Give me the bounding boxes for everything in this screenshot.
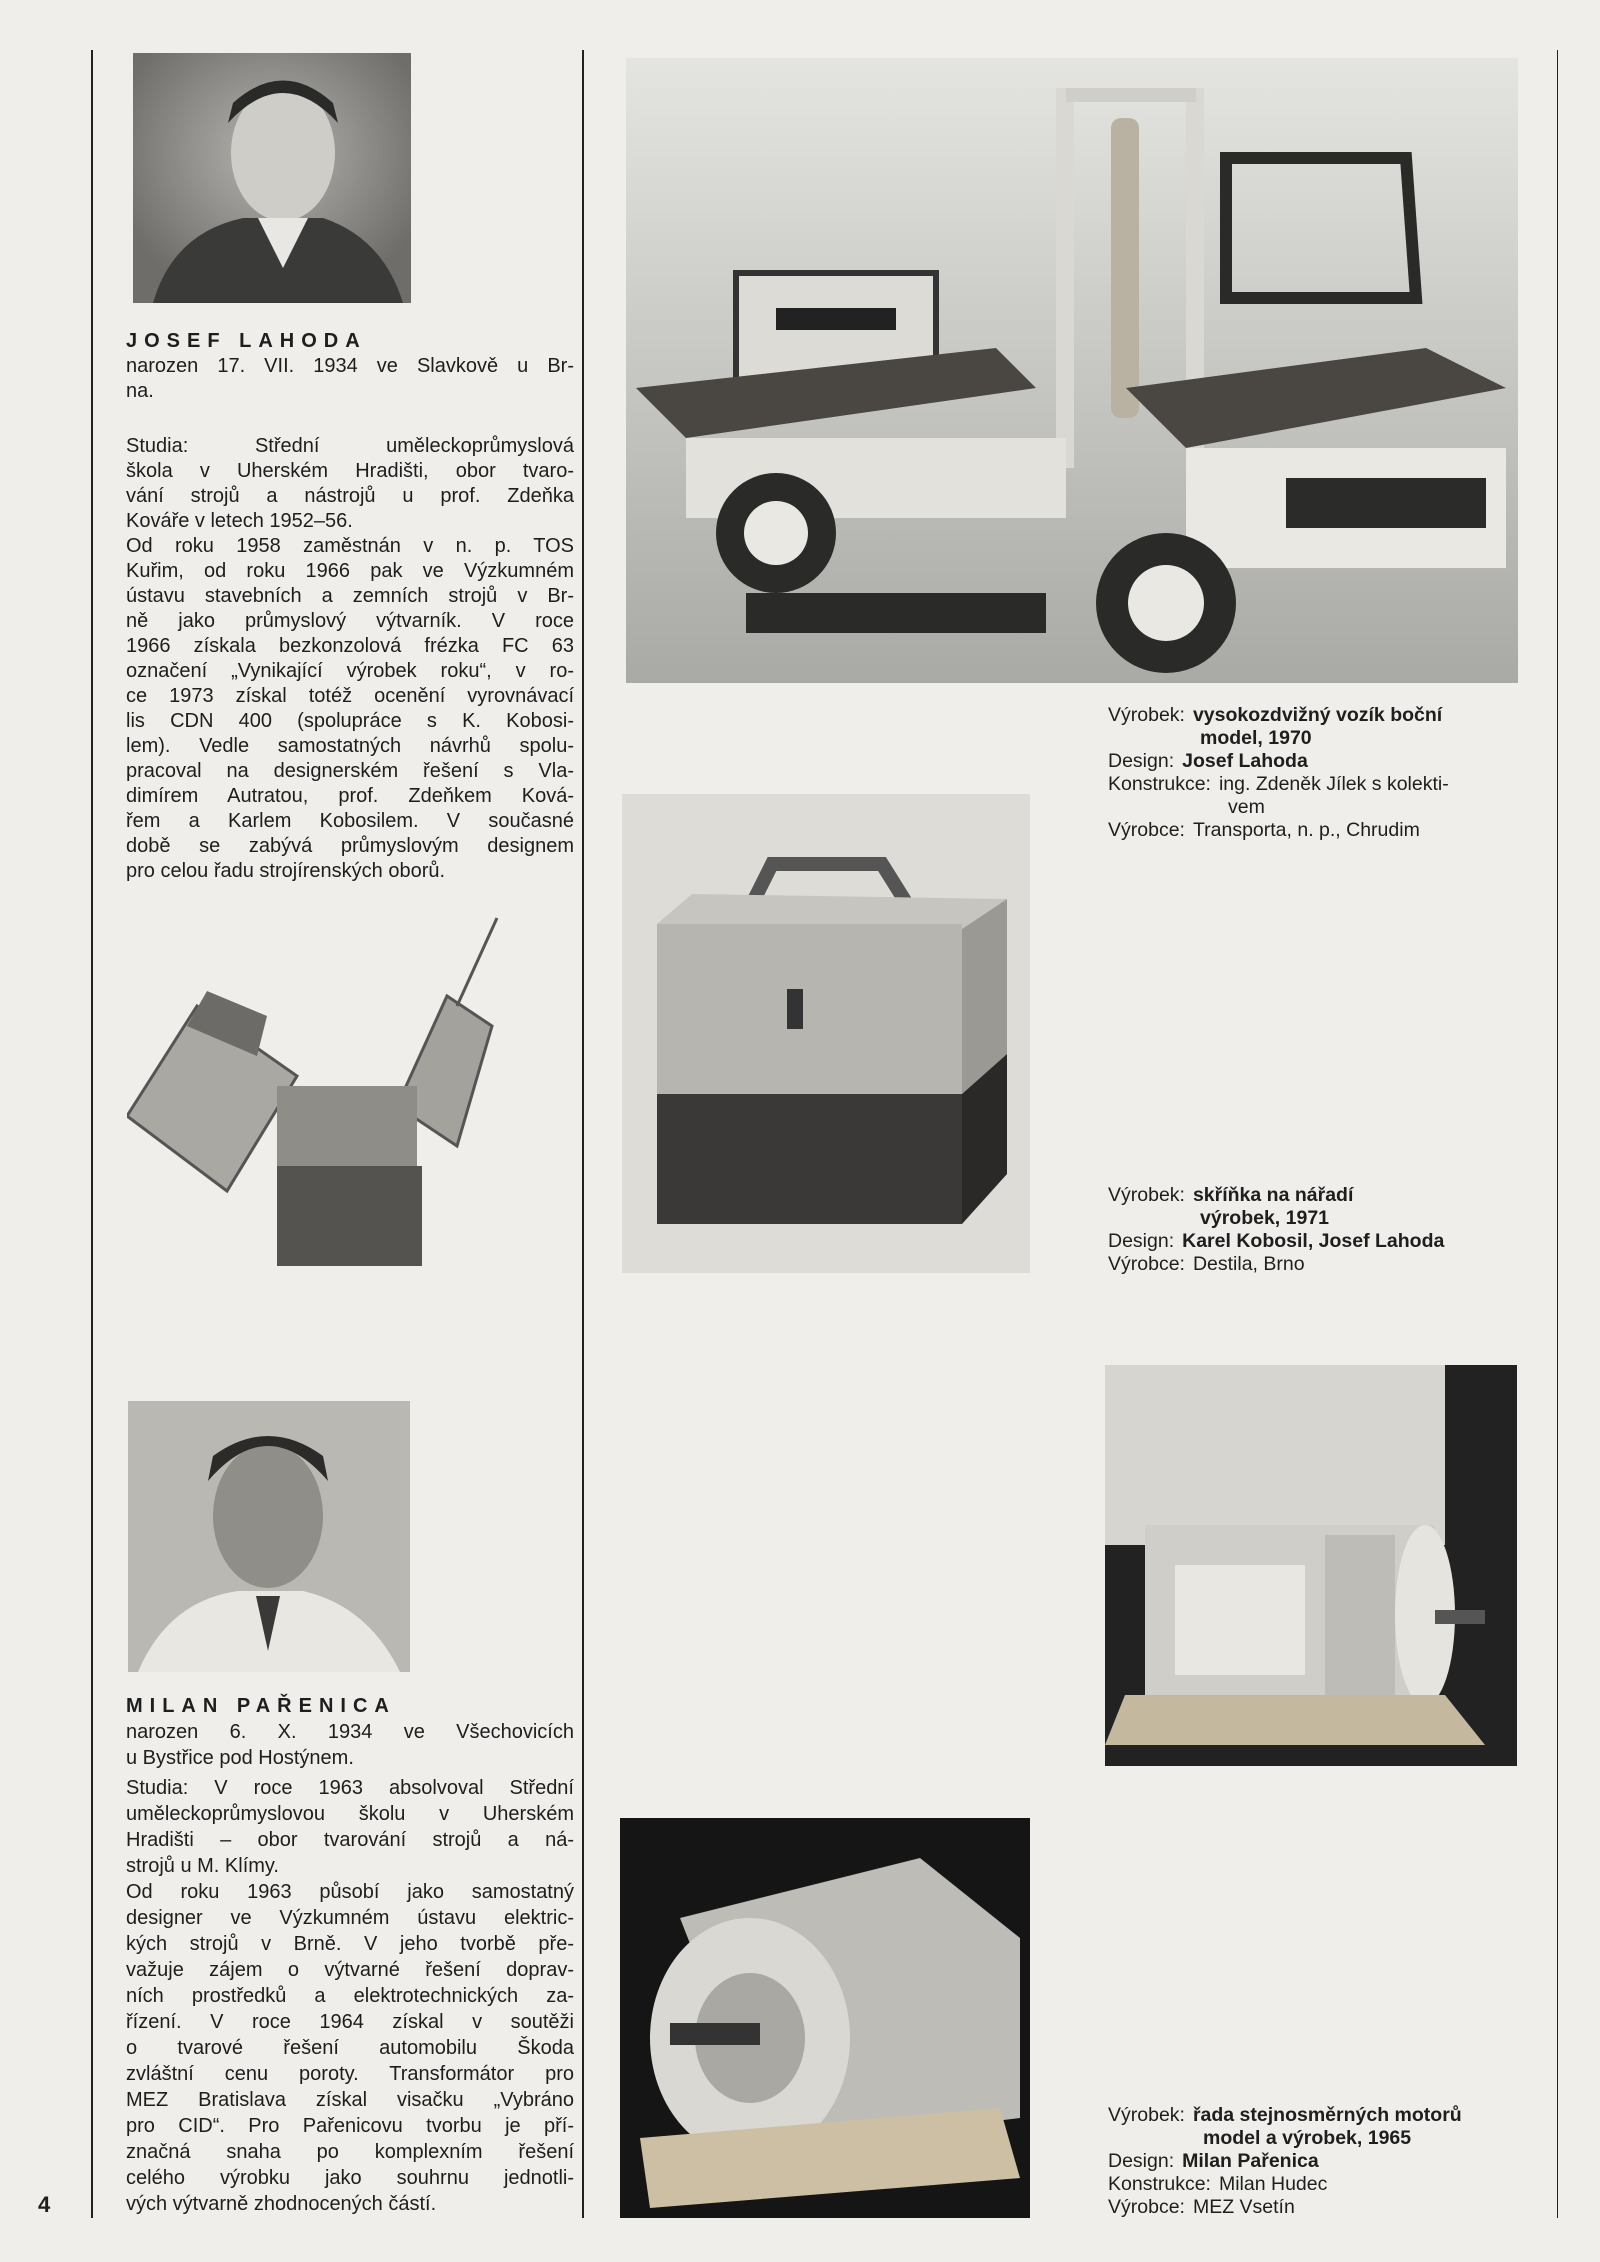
photo-dc-motor	[620, 1818, 1030, 2218]
text-line: Od roku 1963 působí jako samostatný	[126, 1881, 574, 1903]
bio-studies	[126, 434, 574, 534]
bio-milan-parenica	[126, 1694, 574, 2217]
caption-label: Výrobce:	[1108, 819, 1185, 841]
text-line: celého výrobku jako souhrnu jednotli-	[126, 2167, 574, 2189]
bio-born	[126, 354, 574, 404]
text-line: kých strojů v Brně. V jeho tvorbě pře-	[126, 1933, 574, 1955]
text-line: dimírem Autratou, prof. Zdeňkem Ková-	[126, 785, 574, 807]
text-line: Hradišti – obor tvarování strojů a ná-	[126, 1829, 574, 1851]
caption-label: Design:	[1108, 750, 1175, 772]
text-line: ně jako průmyslový výtvarník. V roce	[126, 610, 574, 632]
column-rule-middle	[582, 50, 584, 2218]
text-line: vání strojů a nástrojů u prof. Zdeňka	[126, 485, 574, 507]
text-line: uměleckoprůmyslovou školu v Uherském	[126, 1803, 574, 1825]
text-line: designer ve Výzkumném ústavu elektric-	[126, 1907, 574, 1929]
caption-label: Design:	[1108, 1230, 1175, 1252]
text-line: Studia: Střední uměleckoprůmyslová	[126, 435, 574, 457]
text-line: Kuřim, od roku 1966 pak ve Výzkumném	[126, 560, 574, 582]
caption-design: Josef Lahoda	[1182, 750, 1308, 772]
text-line: o tvarové řešení automobilu Škoda	[126, 2037, 574, 2059]
caption-maker: MEZ Vsetín	[1192, 2196, 1295, 2218]
caption-product: řada stejnosměrných motorů	[1192, 2104, 1462, 2126]
text-line: označení „Vynikající výrobek roku“, v ro-	[126, 660, 574, 682]
text-line: ce 1973 získal totéž ocenění vyrovnávací	[126, 685, 574, 707]
text-line: značná snaha po komplexním řešení	[126, 2141, 574, 2163]
caption-design: Karel Kobosil, Josef Lahoda	[1182, 1230, 1445, 1252]
bio-name: MILAN PAŘENICA	[126, 1695, 396, 1717]
caption-design: Milan Pařenica	[1182, 2150, 1319, 2172]
text-line: važuje zájem o výtvarné řešení doprav-	[126, 1959, 574, 1981]
photo-motor-model	[1105, 1365, 1517, 1766]
caption-maker: Transporta, n. p., Chrudim	[1192, 819, 1420, 841]
column-rule-right	[1557, 50, 1558, 2218]
column-rule-left	[91, 50, 93, 2218]
bio-name: JOSEF LAHODA	[126, 330, 367, 352]
portrait-milan-parenica	[128, 1401, 410, 1672]
text-line: Od roku 1958 zaměstnán v n. p. TOS	[126, 535, 574, 557]
caption-tool-case	[1108, 1184, 1444, 1276]
text-line: Kováře v letech 1952–56.	[126, 510, 353, 532]
caption-label: Design:	[1108, 2150, 1175, 2172]
photo-forklift-model	[626, 58, 1518, 683]
caption-product-line2: model, 1970	[1200, 727, 1312, 749]
caption-label: Výrobek:	[1108, 1184, 1185, 1206]
bio-career	[126, 1879, 574, 2217]
text-line: pro CID“. Pro Pařenicovu tvorbu je pří-	[126, 2115, 574, 2137]
photo-tool-case	[622, 794, 1030, 1273]
text-line: škola v Uherském Hradišti, obor tvaro-	[126, 460, 574, 482]
text-line: ústavu stavebních a zemních strojů v Br-	[126, 585, 574, 607]
page-number: 4	[38, 2192, 51, 2217]
text-line: řem a Karlem Kobosilem. V současné	[126, 810, 574, 832]
caption-dc-motors	[1108, 2104, 1462, 2219]
text-line: lis CDN 400 (spolupráce s K. Kobosi-	[126, 710, 574, 732]
text-line: Studia: V roce 1963 absolvoval Střední	[126, 1777, 574, 1799]
caption-construction: Milan Hudec	[1218, 2173, 1328, 2195]
caption-label: Výrobce:	[1108, 1253, 1185, 1275]
text-line: době se zabývá průmyslovým designem	[126, 835, 574, 857]
text-line: na.	[126, 380, 154, 402]
caption-product-line2: model a výrobek, 1965	[1203, 2127, 1412, 2149]
bio-studies	[126, 1775, 574, 1879]
caption-label: Výrobek:	[1108, 704, 1185, 726]
caption-product-line2: výrobek, 1971	[1200, 1207, 1330, 1229]
text-line: narozen 17. VII. 1934 ve Slavkově u Br-	[126, 355, 574, 377]
bio-career	[126, 534, 574, 884]
caption-forklift	[1108, 704, 1449, 842]
text-line: pro celou řadu strojírenských oborů.	[126, 860, 446, 882]
caption-product: skříňka na nářadí	[1192, 1184, 1354, 1206]
portrait-josef-lahoda	[133, 53, 411, 303]
text-line: narozen 6. X. 1934 ve Všechovicích	[126, 1721, 574, 1743]
text-line: ních prostředků a elektrotechnických za-	[126, 1985, 574, 2007]
bio-josef-lahoda	[126, 329, 574, 884]
photo-open-toolbox	[127, 916, 534, 1294]
text-line: u Bystřice pod Hostýnem.	[126, 1747, 354, 1769]
caption-label: Výrobce:	[1108, 2196, 1185, 2218]
text-line: MEZ Bratislava získal visačku „Vybráno	[126, 2089, 574, 2111]
text-line: lem). Vedle samostatných návrhů spolu-	[126, 735, 574, 757]
caption-construction-line2: vem	[1228, 796, 1265, 818]
text-line: pracoval na designerském řešení s Vla-	[126, 760, 574, 782]
caption-product: vysokozdvižný vozík boční	[1192, 704, 1443, 726]
caption-label: Výrobek:	[1108, 2104, 1185, 2126]
caption-label: Konstrukce:	[1108, 773, 1211, 795]
text-line: vých výtvarně zhodnocených částí.	[126, 2193, 437, 2215]
bio-born	[126, 1719, 574, 1771]
text-line: řízení. V roce 1964 získal v soutěži	[126, 2011, 574, 2033]
caption-label: Konstrukce:	[1108, 2173, 1211, 2195]
text-line: zvláštní cenu poroty. Transformátor pro	[126, 2063, 574, 2085]
text-line: strojů u M. Klímy.	[126, 1855, 279, 1877]
text-line: 1966 získala bezkonzolová frézka FC 63	[126, 635, 574, 657]
caption-construction: ing. Zdeněk Jílek s kolekti-	[1218, 773, 1449, 795]
caption-maker: Destila, Brno	[1192, 1253, 1305, 1275]
